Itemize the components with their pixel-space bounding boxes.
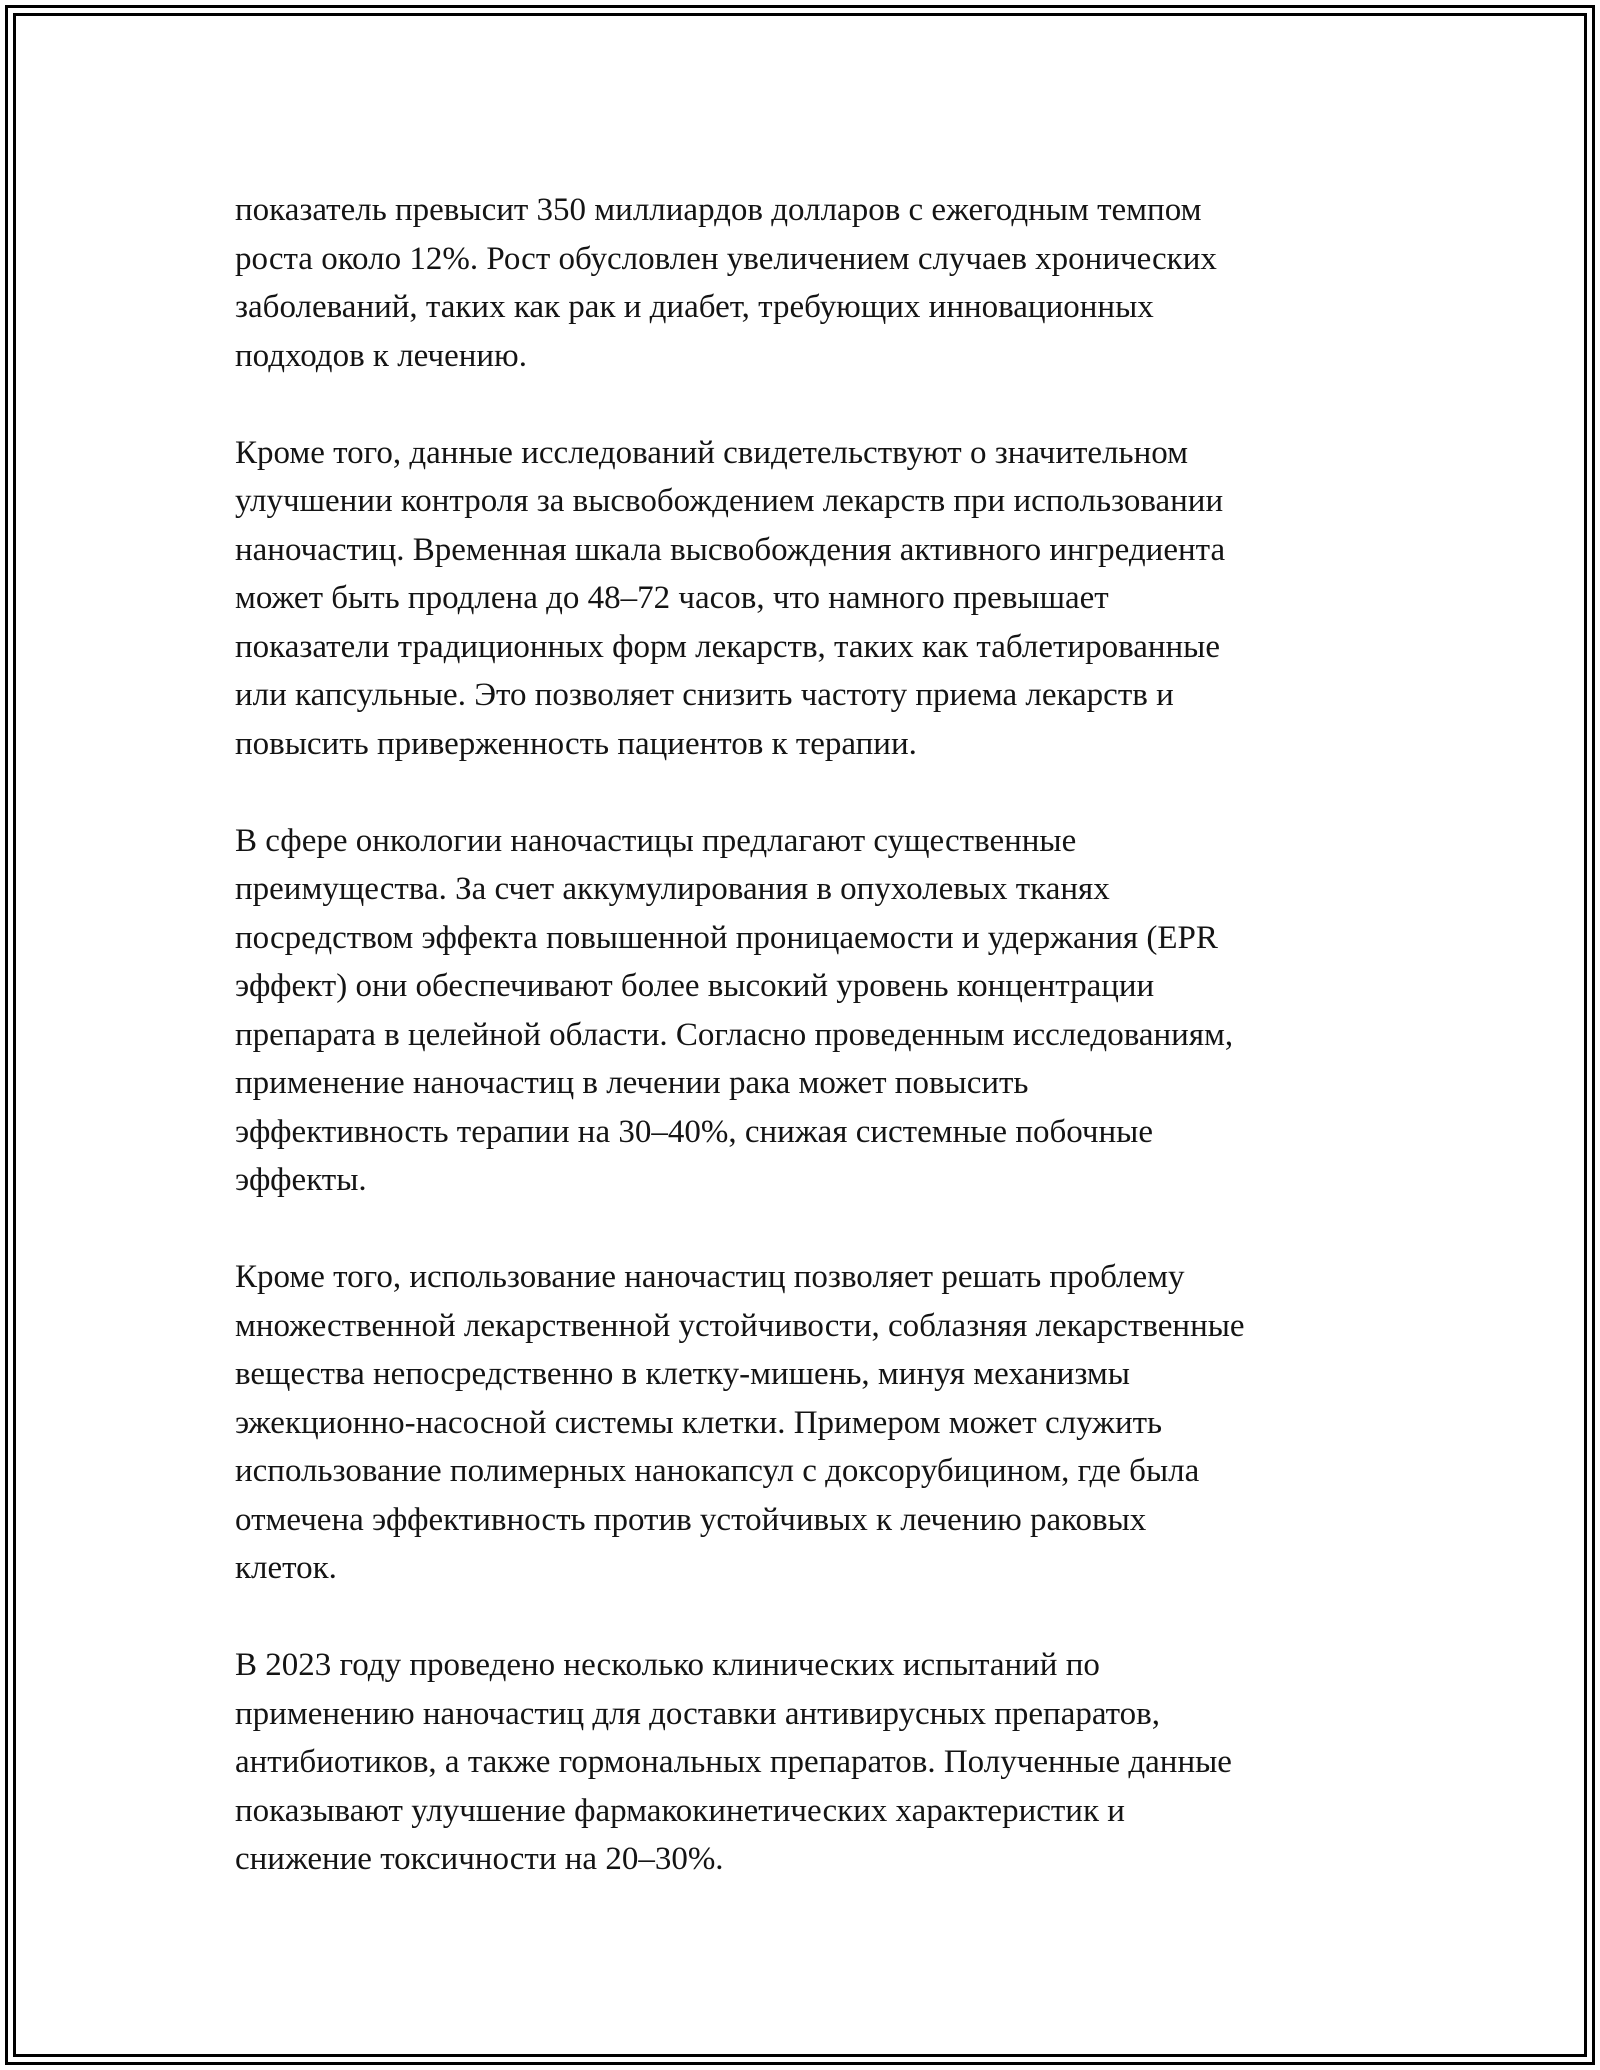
paragraph-oncology: В сфере онкологии наночастицы предлагают существенные преимущества. За счет аккумулирования в опухолевых тканях посредством эффекта повышенной проницаемости и удержания (EPR эффект) они обеспечивают более высокий уровень концентрации препарата в целейной области. Согласно проведенным исследованиям, применение наночастиц в лечении рака может повысить эффективность терапии на 30–40%, снижая системные побочные эффекты. [235,822,1234,1198]
paragraph-clinical-trials: В 2023 году проведено несколько клинических испытаний по применению наночастиц для доставки антивирусных препаратов, антибиотиков, а также гормональных препаратов. Полученные данные показывают улучшение фармакокинетических характеристик и снижение токсичности на 20–30%. [235,1647,1232,1877]
document-body [235,186,1395,1884]
paragraph-drug-release: Кроме того, данные исследований свидетельствуют о значительном улучшении контроля за высвобождением лекарств при использовании наночастиц. Временная шкала высвобождения активного ингредиента может быть продлена до 48–72 часов, что намного превышает показатели традиционных форм лекарств, таких как таблетированные или капсульные. Это позволяет снизить частоту приема лекарств и повысить приверженность пациентов к терапии. [235,434,1226,762]
paragraph-market-growth: показатель превысит 350 миллиардов долларов с ежегодным темпом роста около 12%. Рост обусловлен увеличением случаев хронических заболеваний, таких как рак и диабет, требующих инновационных подходов к лечению. [235,192,1217,374]
paragraph-drug-resistance: Кроме того, использование наночастиц позволяет решать проблему множественной лекарственной устойчивости, соблазняя лекарственные вещества непосредственно в клетку-мишень, минуя механизмы эжекционно-насосной системы клетки. Примером может служить использование полимерных нанокапсул с доксорубицином, где была отмечена эффективность против устойчивых к лечению раковых клеток. [235,1259,1245,1586]
